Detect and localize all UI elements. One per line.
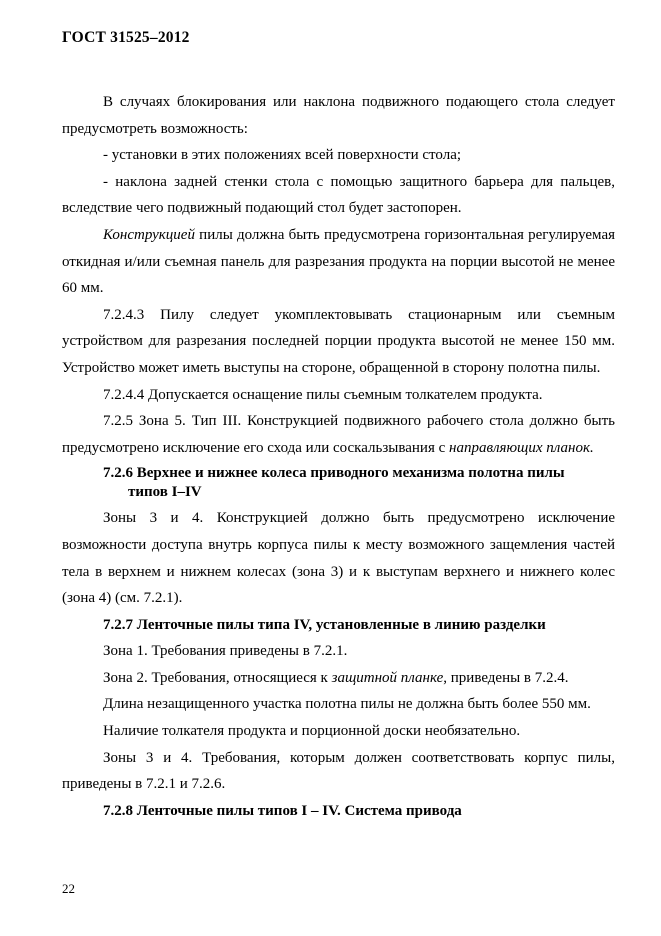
list-item: - наклона задней стенки стола с помощью защитного барьера для пальцев, вследствие чего подвижный подающий стол будет застопорен. <box>62 173 615 217</box>
paragraph <box>62 222 615 302</box>
heading-7-2-7: 7.2.7 Ленточные пилы типа IV, установленные в линию разделки <box>103 616 546 633</box>
paragraph: Зоны 3 и 4. Конструкцией должно быть предусмотрено исключение возможности доступа внутрь корпуса пилы к месту возможного защемления частей тела в верхнем и нижнем колесах (зона 3) и к выступам верхнего и нижнего колес (зона 4) (см. 7.2.1). <box>62 510 615 607</box>
paragraph: Наличие толкателя продукта и порционной доски необязательно. <box>103 723 521 740</box>
paragraph: Зона 1. Требования приведены в 7.2.1. <box>103 643 348 660</box>
paragraph: Зоны 3 и 4. Требования, которым должен соответствовать корпус пилы, приведены в 7.2.1 и 7.2.6. <box>62 749 615 793</box>
paragraph: В случаях блокирования или наклона подвижного подающего стола следует предусмотреть возможность: <box>62 94 615 137</box>
heading-7-2-8: 7.2.8 Ленточные пилы типов I – IV. Система привода <box>103 802 462 819</box>
document-body <box>62 89 615 824</box>
page-number: 22 <box>62 881 75 896</box>
paragraph-text: 7.2.5 Зона 5. Тип III. Конструкцией подвижного рабочего стола должно быть предусмотрено исключение его схода или соскальзывания с <box>62 413 615 456</box>
paragraph-text: Зона 2. Требования, относящиеся к <box>103 669 332 686</box>
paragraph: Длина незащищенного участка полотна пилы не должна быть более 550 мм. <box>103 696 591 713</box>
paragraph-text: , приведены в 7.2.4. <box>443 669 569 686</box>
standard-header: ГОСТ 31525–2012 <box>62 29 190 46</box>
paragraph <box>62 665 615 692</box>
clause-7-2-4-4: 7.2.4.4 Допускается оснащение пилы съемным толкателем продукта. <box>103 386 543 403</box>
heading-line: типов I–IV <box>128 484 202 501</box>
list-item: - установки в этих положениях всей поверхности стола; <box>103 147 462 164</box>
heading-line: 7.2.6 Верхнее и нижнее колеса приводного механизма полотна пилы <box>103 465 565 482</box>
clause-7-2-4-3: 7.2.4.3 Пилу следует укомплектовывать стационарным или съемным устройством для разрезания последней порции продукта высотой не менее 150 мм. Устройство может иметь выступы на стороне, обращенной в сторону полотна пилы. <box>62 306 615 376</box>
italic-term: Конструкцией <box>103 226 195 243</box>
italic-term: защитной планке <box>331 669 444 686</box>
italic-term: направляющих планок. <box>449 439 594 456</box>
paragraph-text: пилы должна быть предусмотрена горизонтальная регулируемая откидная и/или съемная панель для разрезания продукта на порции высотой не менее 60 мм. <box>62 226 615 297</box>
heading-7-2-6 <box>62 464 615 502</box>
clause-7-2-5 <box>62 408 615 461</box>
